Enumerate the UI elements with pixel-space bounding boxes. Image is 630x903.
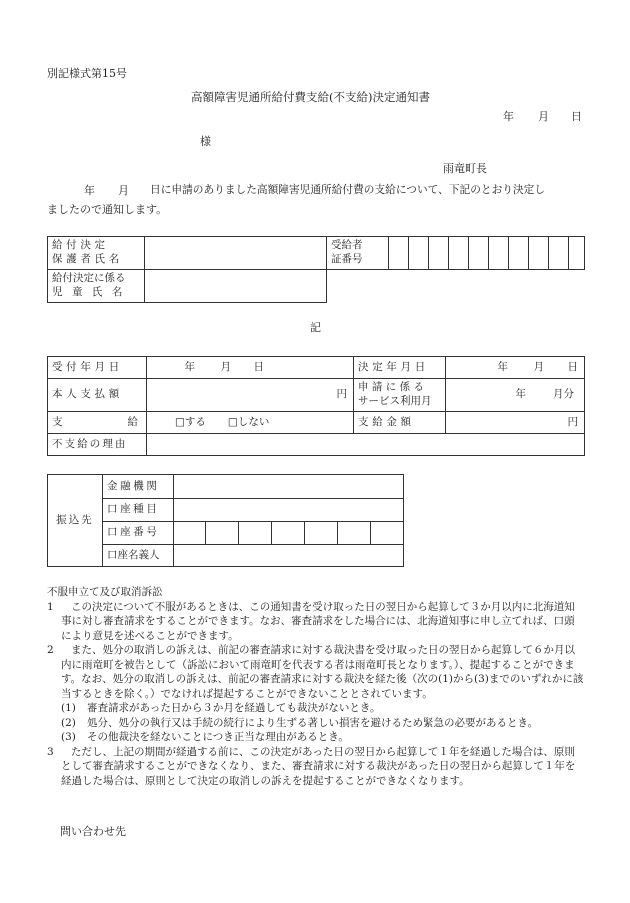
account-number-digit[interactable] bbox=[272, 522, 305, 545]
bank-institution-label: 金融機関 bbox=[103, 475, 174, 499]
intro-month: 月 bbox=[118, 184, 129, 197]
recipient-digit[interactable] bbox=[489, 237, 509, 270]
recipient-digit[interactable] bbox=[389, 237, 409, 270]
account-holder-label: 口座名義人 bbox=[103, 545, 174, 567]
account-number-digit[interactable] bbox=[305, 522, 338, 545]
recipient-digit[interactable] bbox=[469, 237, 489, 270]
ki-heading: 記 bbox=[310, 321, 321, 334]
notes-heading: 不服申立て及び取消訴訟 bbox=[47, 586, 163, 598]
issue-date-day: 日 bbox=[571, 110, 582, 123]
notes-item-3: 3 ただし、上記の期間が経過する前に、この決定があった日の翌日から起算して１年を経過した場合は、原則として審査請求することができなくなり、また、審査請求に対する裁決があった日の翌日から起算して１年を経過した場合は、原則として決定の取消しの訴えを提起することができなくなります。 bbox=[47, 745, 576, 787]
receipt-date-label: 受付年月日 bbox=[48, 357, 147, 379]
recipient-digit[interactable] bbox=[409, 237, 429, 270]
self-payment-label: 本人支払額 bbox=[48, 379, 147, 412]
bank-group-label: 振込先 bbox=[48, 475, 103, 567]
recipient-digit[interactable] bbox=[529, 237, 549, 270]
payment-label: 支給 bbox=[48, 412, 147, 434]
recipient-digit[interactable] bbox=[429, 237, 449, 270]
account-number-digit[interactable] bbox=[371, 522, 404, 545]
payment-amount-label: 支給金額 bbox=[354, 412, 446, 434]
recipient-digit[interactable] bbox=[549, 237, 569, 270]
service-month-label: 申請に係る サービス利用月 bbox=[354, 379, 446, 412]
decision-table bbox=[47, 356, 585, 456]
account-type-label: 口座種目 bbox=[103, 499, 174, 522]
recipient-digit[interactable] bbox=[509, 237, 529, 270]
bank-table bbox=[47, 474, 404, 567]
decision-date-label: 決定年月日 bbox=[354, 357, 446, 379]
payment-yes-checkbox[interactable]: □する bbox=[175, 415, 206, 428]
recipient-number-label: 受給者 証番号 bbox=[327, 237, 389, 270]
account-number-digit[interactable] bbox=[239, 522, 272, 545]
child-name-label: 給付決定に係る 児童氏名 bbox=[48, 270, 145, 303]
intro-text-line1: 日に申請のありました高額障害児通所給付費の支給について、下記のとおり決定し bbox=[150, 183, 546, 196]
payment-amount-value[interactable]: 円 bbox=[446, 412, 585, 434]
account-number-digit[interactable] bbox=[174, 522, 206, 545]
issue-date-year: 年 bbox=[503, 110, 514, 123]
nonpayment-reason-label: 不支給の理由 bbox=[48, 434, 147, 456]
account-number-digit[interactable] bbox=[338, 522, 371, 545]
recipient-digit[interactable] bbox=[569, 237, 585, 270]
service-month-value[interactable]: 年 月分 bbox=[446, 379, 585, 412]
intro-text-line2: ましたので通知します。 bbox=[47, 203, 168, 216]
contact-label: 問い合わせ先 bbox=[60, 825, 126, 838]
receipt-date-value[interactable]: 年 月 日 bbox=[147, 357, 354, 379]
notes-item-2: 2 また、処分の取消しの訴えは、前記の審査請求に対する裁決書を受け取った日の翌日から起算して６か月以内に雨竜町を被告として（訴訟において雨竜町を代表する者は雨竜町長となります。）、提起することができます。なお、処分の取消しの訴えは、前記の審査請求に対する裁決を経た後（次の(1)から(3)までのいずれかに該当するときを除く。）でなければ提起することができないこととされています。 bbox=[47, 644, 584, 700]
form-number: 別記様式第15号 bbox=[47, 67, 127, 80]
issue-date-month: 月 bbox=[538, 110, 549, 123]
notes-sub-item-3: (3) その他裁決を経ないことにつき正当な理由があるとき。 bbox=[61, 731, 349, 744]
notes-sub-item-1: (1) 審査請求があった日から３か月を経過しても裁決がないとき。 bbox=[61, 702, 381, 715]
account-holder-value[interactable] bbox=[174, 545, 404, 567]
nonpayment-reason-value[interactable] bbox=[147, 434, 585, 456]
addressee-suffix: 様 bbox=[200, 135, 211, 148]
account-number-label: 口座番号 bbox=[103, 522, 174, 545]
guardian-table bbox=[47, 236, 327, 303]
account-type-value[interactable] bbox=[174, 499, 404, 522]
recipient-digit[interactable] bbox=[449, 237, 469, 270]
payment-options bbox=[147, 412, 354, 434]
notes-item-1: 1 この決定について不服があるときは、この通知書を受け取った日の翌日から起算して３か月以内に北海道知事に対し審査請求をすることができます。なお、審査請求をした場合には、北海道知事に申し立てれば、口頭により意見を述べることができます。 bbox=[47, 601, 575, 642]
notes-list bbox=[47, 600, 584, 788]
intro-year: 年 bbox=[84, 184, 95, 197]
decision-date-value[interactable]: 年 月 日 bbox=[446, 357, 585, 379]
account-number-digit[interactable] bbox=[206, 522, 239, 545]
guardian-name-label: 給付決定 保護者氏名 bbox=[48, 237, 145, 270]
document-title: 高額障害児通所給付費支給(不支給)決定通知書 bbox=[191, 90, 430, 104]
payment-no-checkbox[interactable]: □しない bbox=[227, 415, 270, 428]
child-name-value[interactable] bbox=[145, 270, 327, 303]
self-payment-value[interactable]: 円 bbox=[147, 379, 354, 412]
bank-institution-value[interactable] bbox=[174, 475, 404, 499]
issuer-name: 雨竜町長 bbox=[443, 162, 487, 175]
notes-sub-item-2: (2) 処分、処分の執行又は手続の続行により生ずる著しい損害を避けるため緊急の必要があるとき。 bbox=[61, 716, 539, 729]
guardian-name-value[interactable] bbox=[145, 237, 327, 270]
recipient-number-table bbox=[326, 236, 585, 270]
